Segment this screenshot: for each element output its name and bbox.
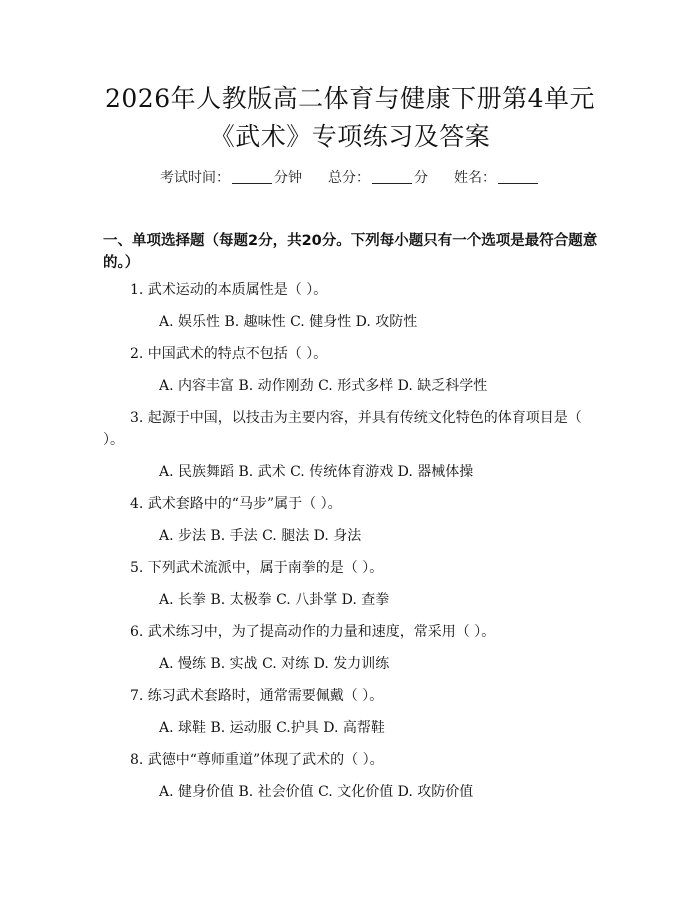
question-stem-text: 6. 武术练习中，为了提高动作的力量和速度，常采用（ ）。 bbox=[130, 624, 496, 640]
document-title-line1: 2026年人教版高二体育与健康下册第4单元 bbox=[104, 84, 596, 113]
question-options: A. 步法 B. 手法 C. 腿法 D. 身法 bbox=[159, 528, 362, 544]
section-heading-single-choice: 一、单项选择题（每题2分，共20分。下列每小题只有一个选项是最符合题意的。） bbox=[103, 233, 598, 271]
total-score-blank bbox=[372, 169, 412, 184]
exam-time-unit: 分钟 bbox=[274, 170, 302, 186]
exam-time-label: 考试时间： bbox=[160, 170, 230, 186]
question-options: A. 长拳 B. 太极拳 C. 八卦掌 D. 查拳 bbox=[159, 592, 390, 608]
question-stem bbox=[103, 557, 598, 579]
question-stem-text: 3. 起源于中国，以技击为主要内容，并具有传统文化特色的体育项目是（ ）。 bbox=[103, 410, 582, 448]
exam-info-row bbox=[0, 168, 700, 188]
question-stem-text: 7. 练习武术套路时，通常需要佩戴（ ）。 bbox=[130, 688, 384, 704]
question-options: A. 球鞋 B. 运动服 C.护具 D. 高帮鞋 bbox=[159, 720, 385, 736]
question-stem bbox=[103, 343, 598, 365]
question-options: A. 健身价值 B. 社会价值 C. 文化价值 D. 攻防价值 bbox=[159, 784, 474, 800]
question-stem-text: 1. 武术运动的本质属性是（ ）。 bbox=[130, 282, 328, 298]
question-stem bbox=[103, 279, 598, 301]
question-options: A. 娱乐性 B. 趣味性 C. 健身性 D. 攻防性 bbox=[159, 314, 418, 330]
question-stem bbox=[103, 685, 598, 707]
total-score-unit: 分 bbox=[414, 170, 428, 186]
question-options: A. 内容丰富 B. 动作刚劲 C. 形式多样 D. 缺乏科学性 bbox=[159, 378, 488, 394]
question-stem bbox=[103, 493, 598, 515]
student-name-blank bbox=[498, 169, 538, 184]
question-stem bbox=[103, 407, 598, 451]
question-options: A. 民族舞蹈 B. 武术 C. 传统体育游戏 D. 器械体操 bbox=[159, 464, 474, 480]
document-title-line2: 《武术》专项练习及答案 bbox=[209, 122, 491, 151]
question-stem-text: 2. 中国武术的特点不包括（ ）。 bbox=[130, 346, 328, 362]
question-options: A. 慢练 B. 实战 C. 对练 D. 发力训练 bbox=[159, 656, 390, 672]
question-stem-text: 5. 下列武术流派中，属于南拳的是（ ）。 bbox=[130, 560, 384, 576]
question-stem bbox=[103, 621, 598, 643]
question-stem-text: 8. 武德中“尊师重道”体现了武术的（ ）。 bbox=[130, 752, 384, 768]
question-stem bbox=[103, 749, 598, 771]
question-stem-text: 4. 武术套路中的“马步”属于（ ）。 bbox=[130, 496, 342, 512]
exam-time-blank bbox=[232, 169, 272, 184]
total-score-label: 总分： bbox=[328, 170, 370, 186]
student-name-label: 姓名： bbox=[454, 170, 496, 186]
